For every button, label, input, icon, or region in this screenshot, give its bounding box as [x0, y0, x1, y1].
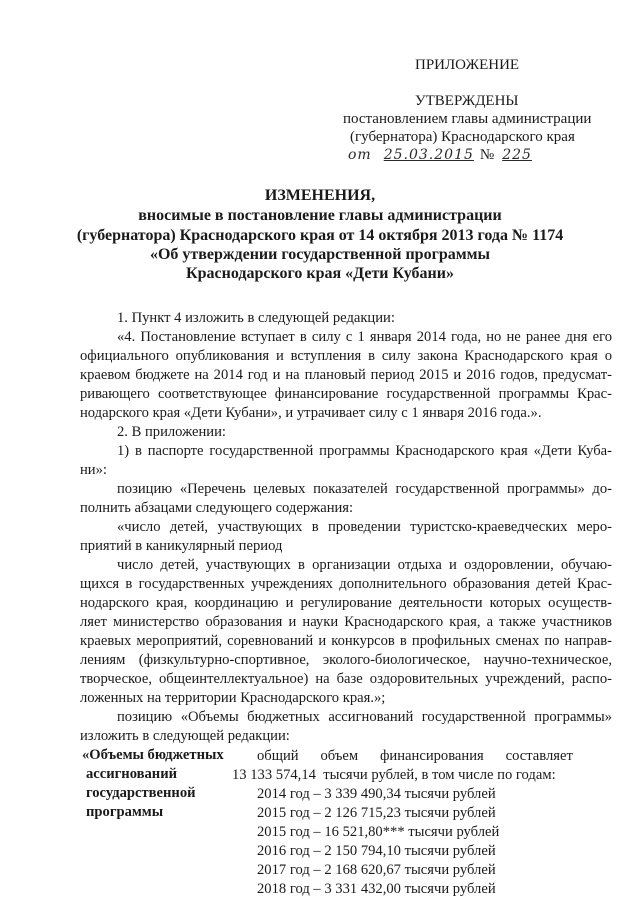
paragraph-6-line-2: приятий в каникулярный период [80, 538, 283, 554]
paragraph-2-line-3: краевом бюджете на 2014 год и на плановый период 2015 и 2016 годов, предусмат- [80, 367, 612, 383]
paragraph-7-line-6: лениям (физкультурно-спортивное, эколого-биологическое, научно-техническое, [80, 652, 612, 668]
title-line-3: (губернатора) Краснодарского края от 14 октября 2013 года № 1174 [76, 227, 564, 244]
paragraph-7-line-7: творческое, общеинтеллектуальное) на базе оздоровительных учреждений, распо- [80, 671, 612, 687]
paragraph-8-line-1: позицию «Объемы бюджетных ассигнований государственной программы» [117, 709, 612, 725]
title-line-1: ИЗМЕНЕНИЯ, [264, 187, 376, 204]
paragraph-4-line-2: ни»: [80, 462, 107, 478]
paragraph-7-line-5: краевых мероприятий, соревнований и конкурсов в профильных сменах по направ- [80, 633, 612, 649]
table-value-line-8: 2018 год – 3 331 432,00 тысячи рублей [257, 881, 496, 897]
paragraph-2-line-1: «4. Постановление вступает в силу с 1 января 2014 года, но не ранее дня его [117, 329, 612, 345]
paragraph-5-line-2: полнить абзацами следующего содержания: [80, 500, 354, 516]
number-value-handwritten: 225 [502, 147, 532, 163]
paragraph-7-line-3: нодарского края, координацию и регулирование деятельности которых осуществ- [80, 595, 612, 611]
table-label-line-3: государственной [86, 785, 196, 801]
date-value-handwritten: 25.03.2015 [383, 147, 474, 163]
paragraph-7-line-8: ложенных на территории Краснодарского края.»; [80, 690, 386, 706]
table-label-line-2: ассигнований [86, 766, 178, 782]
appendix-label: ПРИЛОЖЕНИЕ [415, 57, 520, 73]
title-line-4: «Об утверждении государственной программы [149, 246, 491, 263]
table-value-line-6: 2016 год – 2 150 794,10 тысячи рублей [257, 843, 496, 859]
table-label-line-4: программы [86, 804, 164, 820]
paragraph-1: 1. Пункт 4 изложить в следующей редакции: [117, 310, 395, 326]
paragraph-7-line-1: число детей, участвующих в организации отдыха и оздоровлении, обучаю- [117, 557, 612, 573]
paragraph-7-line-2: щихся в государственных учреждениях дополнительного образования детей Крас- [80, 576, 612, 592]
number-sign: № [479, 147, 495, 163]
approved-by-line1: постановлением главы администрации [343, 111, 592, 127]
paragraph-8-line-2: изложить в следующей редакции: [80, 728, 290, 744]
approved-label: УТВЕРЖДЕНЫ [415, 93, 519, 109]
paragraph-7-line-4: ляет министерство образования и науки Краснодарского края, а также участников [80, 614, 612, 630]
paragraph-5-line-1: позицию «Перечень целевых показателей государственной программы» до- [117, 481, 612, 497]
paragraph-2-line-5: нодарского края «Дети Кубани», и утрачивает силу с 1 января 2016 года.». [80, 405, 542, 421]
date-prefix: от [348, 147, 372, 163]
paragraph-3: 2. В приложении: [117, 424, 226, 440]
table-value-line-5: 2015 год – 16 521,80*** тысячи рублей [257, 824, 500, 840]
approved-by-line2: (губернатора) Краснодарского края [350, 129, 575, 145]
table-value-line-1: общий объем финансирования составляет [257, 748, 573, 764]
paragraph-2-line-2: официального опубликования и вступления в силу закона Краснодарского края о [80, 348, 612, 364]
title-line-5: Краснодарского края «Дети Кубани» [186, 265, 454, 282]
table-value-line-7: 2017 год – 2 168 620,67 тысячи рублей [257, 862, 496, 878]
table-label-line-1: «Объемы бюджетных [82, 747, 224, 763]
paragraph-2-line-4: ривающего соответствующее финансирование государственной программы Крас- [80, 386, 612, 402]
paragraph-4-line-1: 1) в паспорте государственной программы Краснодарского края «Дети Куба- [117, 443, 612, 459]
paragraph-6-line-1: «число детей, участвующих в проведении туристско-краеведческих меро- [117, 519, 612, 535]
table-value-line-2: 13 133 574,14 тысячи рублей, в том числе по годам: [232, 767, 556, 783]
table-value-line-4: 2015 год – 2 126 715,23 тысячи рублей [257, 805, 496, 821]
table-value-line-3: 2014 год – 3 339 490,34 тысячи рублей [257, 786, 496, 802]
decree-date-line [348, 146, 532, 164]
title-line-2: вносимые в постановление главы администрации [138, 207, 502, 224]
